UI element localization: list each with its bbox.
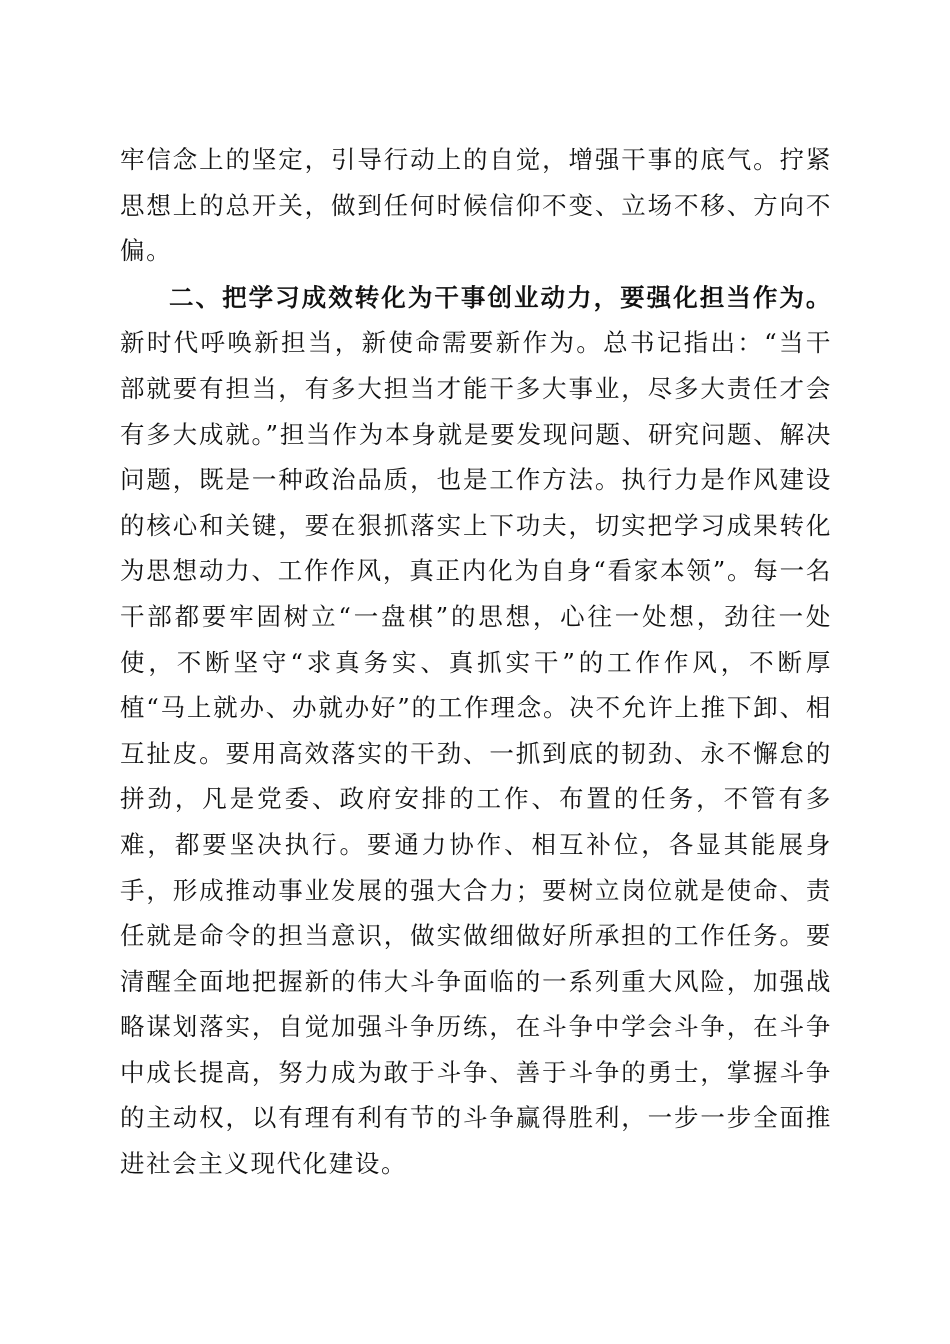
document-body (120, 137, 832, 1187)
paragraph-text: 牢信念上的坚定，引导行动上的自觉，增强干事的底气。拧紧思想上的总开关，做到任何时候信仰不变、立场不移、方向不偏。 (120, 145, 832, 266)
paragraph-section-two (120, 275, 832, 1187)
section-heading: 二、把学习成效转化为干事创业动力，要强化担当作为。 (169, 282, 832, 312)
paragraph-text: 新时代呼唤新担当，新使命需要新作为。总书记指出：“当干部就要有担当，有多大担当才能干多大事业，尽多大责任才会有多大成就。”担当作为本身就是要发现问题、研究问题、解决问题，既是一种政治品质，也是工作方法。执行力是作风建设的核心和关键，要在狠抓落实上下功夫，切实把学习成果转化为思想动力、工作作风，真正内化为自身“看家本领”。每一名干部都要牢固树立“一盘棋”的思想，心往一处想，劲往一处使，不断坚守“求真务实、真抓实干”的工作作风，不断厚植“马上就办、办就办好”的工作理念。决不允许上推下卸、相互扯皮。要用高效落实的干劲、一抓到底的韧劲、永不懈怠的拼劲，凡是党委、政府安排的工作、布置的任务，不管有多难，都要坚决执行。要通力协作、相互补位，各显其能展身手，形成推动事业发展的强大合力；要树立岗位就是使命、责任就是命令的担当意识，做实做细做好所承担的工作任务。要清醒全面地把握新的伟大斗争面临的一系列重大风险，加强战略谋划落实，自觉加强斗争历练，在斗争中学会斗争，在斗争中成长提高，努力成为敢于斗争、善于斗争的勇士，掌握斗争的主动权，以有理有利有节的斗争赢得胜利，一步一步全面推进社会主义现代化建设。 (120, 328, 832, 1179)
paragraph-continuation (120, 137, 832, 274)
